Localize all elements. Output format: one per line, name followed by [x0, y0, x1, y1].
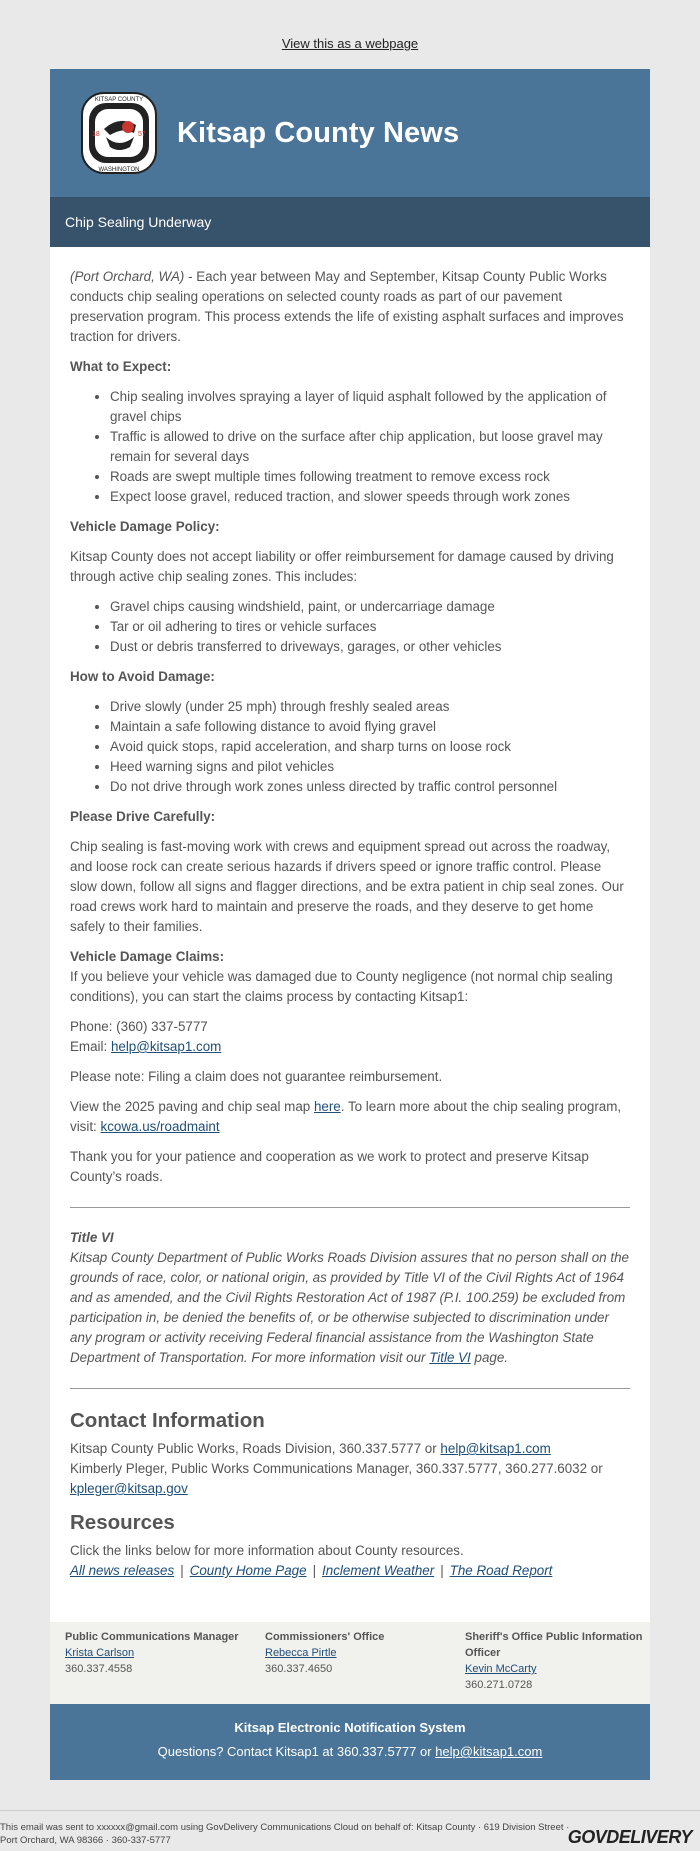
- title-vi-paragraph: Kitsap County Department of Public Works Roads Division assures that no person shall on the grounds of race, color, or national origin, as provided by Title VI of the Civil Rights Act of 1964 and as amended, and the Civil Rights Restoration Act of 1987 (P.I. 100.259) be excluded from participation in, be denied the benefits of, or be otherwise subjected to discrimination under any program or activity receiving Federal financial assistance from the Washington State Department of Transportation. For more information visit our Title VI page.: [70, 1250, 629, 1365]
- claims-contact: Phone: (360) 337-5777 Email: help@kitsap1.com: [70, 1019, 222, 1054]
- inclement-weather-link[interactable]: Inclement Weather: [322, 1563, 435, 1578]
- contact-name-link[interactable]: Kevin McCarty: [465, 1663, 537, 1675]
- govdelivery-logo[interactable]: GOVDELIVERY: [567, 1827, 692, 1847]
- footer-banner: [50, 1704, 650, 1780]
- disclaimer-text: This email was sent to xxxxxx@gmail.com using GovDelivery Communications Cloud on behalf of: Kitsap County · 619 Division Street · Port Orchard, WA 98366 · 360-337-5777: [0, 1822, 570, 1846]
- list-item: • Gravel chips causing windshield, paint, or undercarriage damage: [110, 597, 630, 617]
- header-banner: [50, 69, 650, 197]
- resources-links: All news releases | County Home Page | Inclement Weather | The Road Report: [70, 1563, 553, 1578]
- map-paragraph: View the 2025 paving and chip seal map here. To learn more about the chip sealing program, visit: kcowa.us/roadmaint: [70, 1099, 622, 1134]
- avoid-heading: How to Avoid Damage:: [70, 669, 215, 684]
- list-item: • Maintain a safe following distance to avoid flying gravel: [110, 717, 630, 737]
- intro-paragraph: (Port Orchard, WA) - Each year between May and September, Kitsap County Public Works conducts chip sealing operations on selected county roads as part of our pavement preservation program. This process extends the life of existing asphalt surfaces and improves traction for drivers.: [70, 269, 624, 344]
- careful-heading: Please Drive Carefully:: [70, 809, 216, 824]
- contact-column: Sheriff's Office Public Information Officer Kevin McCarty 360.271.0728: [465, 1631, 643, 1691]
- resources-intro: Click the links below for more information about County resources.: [70, 1543, 464, 1558]
- list-item: • Chip sealing involves spraying a layer of liquid asphalt followed by the application of gravel chips: [110, 387, 630, 427]
- contact-column: Commissioners' Office Rebecca Pirtle 360.337.4650: [265, 1631, 385, 1675]
- list-item: • Drive slowly (under 25 mph) through freshly sealed areas: [110, 697, 630, 717]
- contact-name-link[interactable]: Rebecca Pirtle: [265, 1647, 337, 1659]
- footer-questions: Questions? Contact Kitsap1 at 360.337.5777 or help@kitsap1.com: [157, 1744, 543, 1759]
- thanks-paragraph: Thank you for your patience and cooperation as we work to protect and preserve Kitsap County’s roads.: [70, 1149, 589, 1184]
- title-vi-link[interactable]: Title VI: [429, 1350, 471, 1365]
- divider: [70, 1207, 630, 1208]
- seal-left-number: 18: [92, 131, 100, 138]
- road-report-link[interactable]: The Road Report: [449, 1563, 553, 1578]
- kpleger-email-link[interactable]: kpleger@kitsap.gov: [70, 1481, 188, 1496]
- policy-heading: Vehicle Damage Policy:: [70, 519, 220, 534]
- seal-bottom-text: WASHINGTON: [98, 167, 140, 173]
- title-vi-heading: Title VI: [70, 1230, 114, 1245]
- contact-paragraph: Kitsap County Public Works, Roads Division, 360.337.5777 or help@kitsap1.com Kimberly Pleger, Public Works Communications Manager, 360.337.5777, 360.277.6032 or kpleger@kitsap.gov: [70, 1441, 603, 1496]
- list-item: • Expect loose gravel, reduced traction, and slower speeds through work zones: [110, 487, 630, 507]
- footer-email-link[interactable]: help@kitsap1.com: [435, 1744, 543, 1759]
- phone-line: Phone: (360) 337-5777: [70, 1019, 208, 1034]
- list-item: • Traffic is allowed to drive on the surface after chip application, but loose gravel may remain for several days: [110, 427, 630, 467]
- top-bar: [0, 0, 700, 68]
- list-item: • Avoid quick stops, rapid acceleration, and sharp turns on loose rock: [110, 737, 630, 757]
- list-item: • Dust or debris transferred to driveways, garages, or other vehicles: [110, 637, 630, 657]
- list-item: • Heed warning signs and pilot vehicles: [110, 757, 630, 777]
- newsletter-title: Kitsap County News: [177, 116, 460, 149]
- county-home-page-link[interactable]: County Home Page: [189, 1563, 307, 1578]
- divider: [70, 1388, 630, 1389]
- county-seal-logo: [80, 91, 158, 175]
- claims-paragraph: If you believe your vehicle was damaged due to County negligence (not normal chip sealing conditions), you can start the claims process by contacting Kitsap1:: [70, 969, 613, 1004]
- list-item: • Roads are swept multiple times following treatment to remove excess rock: [110, 467, 630, 487]
- contact-email-link[interactable]: help@kitsap1.com: [440, 1441, 551, 1456]
- bottom-disclaimer: [0, 1810, 700, 1851]
- contact-name-link[interactable]: Krista Carlson: [65, 1647, 135, 1659]
- expect-list: [70, 387, 630, 507]
- contact-column: Public Communications Manager Krista Carlson 360.337.4558: [65, 1631, 239, 1675]
- contacts-row: [50, 1622, 650, 1704]
- seal-right-number: 57: [138, 131, 146, 138]
- article-title-bar: Chip Sealing Underway: [50, 197, 650, 247]
- contact-heading: Contact Information: [70, 1409, 265, 1432]
- view-as-webpage-link[interactable]: View this as a webpage: [281, 36, 419, 51]
- expect-heading: What to Expect:: [70, 359, 172, 374]
- footer-title: Kitsap Electronic Notification System: [234, 1720, 466, 1735]
- avoid-list: [70, 697, 630, 797]
- roadmaint-link[interactable]: kcowa.us/roadmaint: [100, 1119, 220, 1134]
- map-link[interactable]: here: [313, 1099, 341, 1114]
- policy-list: [70, 597, 630, 657]
- claim-note: Please note: Filing a claim does not guarantee reimbursement.: [70, 1069, 443, 1084]
- claims-email-link[interactable]: help@kitsap1.com: [110, 1039, 222, 1054]
- seal-top-text: KITSAP COUNTY: [94, 97, 144, 103]
- dateline: (Port Orchard, WA): [70, 269, 185, 284]
- claims-heading: Vehicle Damage Claims:: [70, 949, 225, 964]
- all-news-releases-link[interactable]: All news releases: [70, 1563, 175, 1578]
- list-item: • Do not drive through work zones unless directed by traffic control personnel: [110, 777, 630, 797]
- article-body: [50, 247, 650, 1581]
- list-item: • Tar or oil adhering to tires or vehicle surfaces: [110, 617, 630, 637]
- resources-heading: Resources: [70, 1511, 175, 1534]
- newsletter-card: [50, 69, 650, 1780]
- policy-paragraph: Kitsap County does not accept liability or offer reimbursement for damage caused by driving through active chip sealing zones. This includes:: [70, 549, 614, 584]
- careful-paragraph: Chip sealing is fast-moving work with crews and equipment spread out across the roadway, and loose rock can create serious hazards if drivers speed or ignore traffic control. Please slow down, follow all signs and flagger directions, and be extra patient in chip seal zones. Our road crews work hard to maintain and preserve the roads, and they deserve to get home safely to their families.: [70, 839, 624, 934]
